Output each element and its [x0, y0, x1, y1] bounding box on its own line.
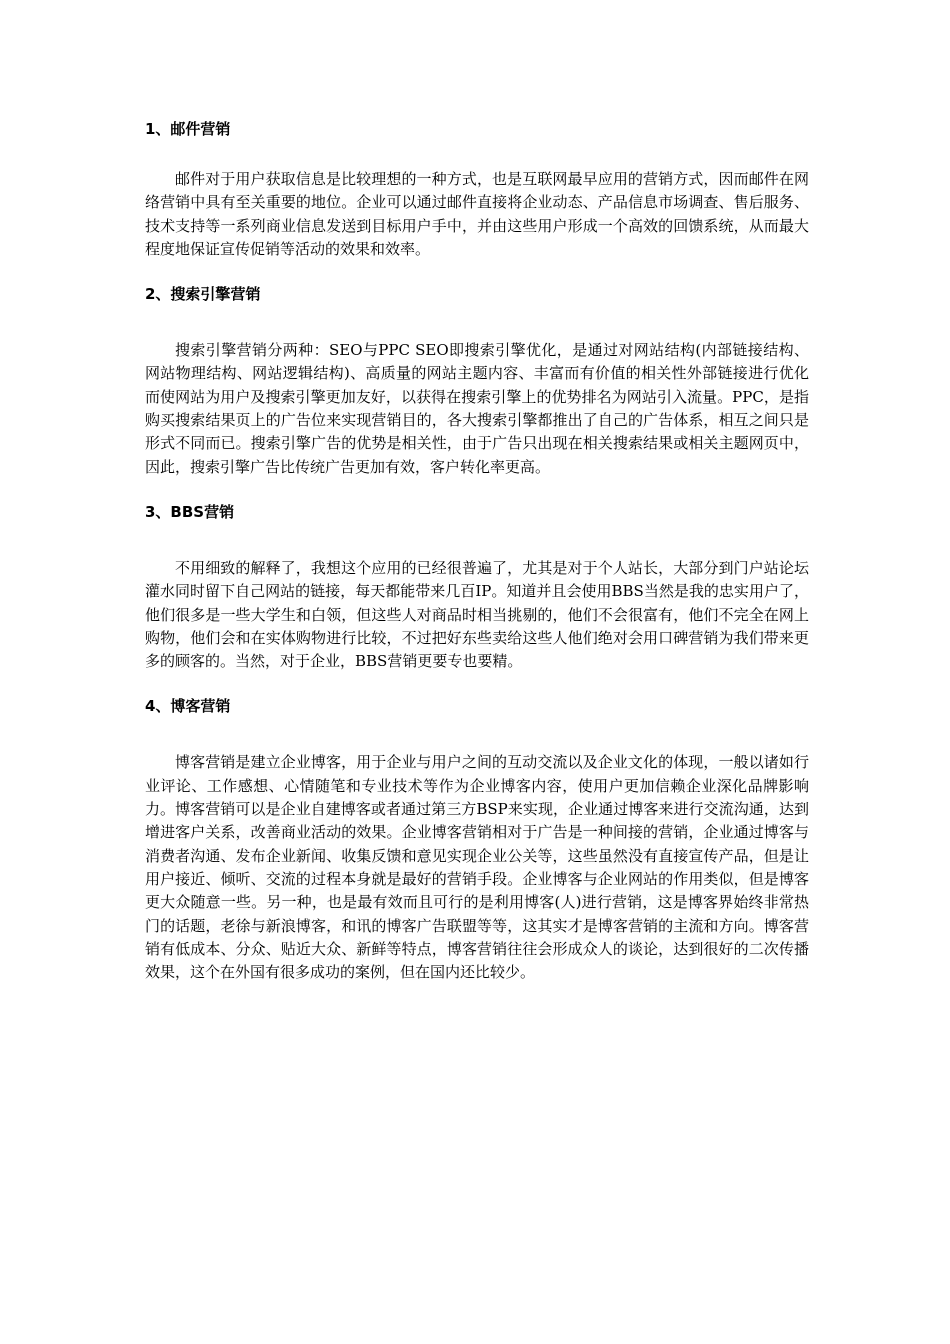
section-bbs-marketing	[145, 501, 809, 673]
section-blog-marketing	[145, 695, 809, 984]
section-heading: 1、邮件营销	[145, 120, 231, 138]
section-email-marketing	[145, 118, 809, 261]
section-heading: 2、搜索引擎营销	[145, 285, 261, 304]
section-heading: 3、BBS营销	[145, 502, 235, 521]
section-paragraph: 搜索引擎营销分两种：SEO与PPC SEO即搜索引擎优化，是通过对网站结构(内部链接结构、网站物理结构、网站逻辑结构)、高质量的网站主题内容、丰富而有价值的相关性外部链接进行优化而使网站为用户及搜索引擎更加友好，以获得在搜索引擎上的优势排名为网站引入流量。PPC，是指购买搜索结果页上的广告位来实现营销目的，各大搜索引擎都推出了自己的广告体系，相互之间只是形式不同而已。搜索引擎广告的优势是相关性，由于广告只出现在相关搜索结果或相关主题网页中，因此，搜索引擎广告比传统广告更加有效，客户转化率更高。	[145, 341, 809, 476]
section-paragraph: 邮件对于用户获取信息是比较理想的一种方式，也是互联网最早应用的营销方式，因而邮件在网络营销中具有至关重要的地位。企业可以通过邮件直接将企业动态、产品信息市场调查、售后服务、技术支持等一系列商业信息发送到目标用户手中，并由这些用户形成一个高效的回馈系统，从而最大程度地保证宣传促销等活动的效果和效率。	[145, 170, 809, 258]
section-search-engine-marketing	[145, 283, 809, 479]
section-paragraph: 博客营销是建立企业博客，用于企业与用户之间的互动交流以及企业文化的体现，一般以诸如行业评论、工作感想、心情随笔和专业技术等作为企业博客内容，使用户更加信赖企业深化品牌影响力。博客营销可以是企业自建博客或者通过第三方BSP来实现，企业通过博客来进行交流沟通，达到增进客户关系，改善商业活动的效果。企业博客营销相对于广告是一种间接的营销，企业通过博客与消费者沟通、发布企业新闻、收集反馈和意见实现企业公关等，这些虽然没有直接宣传产品，但是让用户接近、倾听、交流的过程本身就是最好的营销手段。企业博客与企业网站的作用类似，但是博客更大众随意一些。另一种，也是最有效而且可行的是利用博客(人)进行营销，这是博客界始终非常热门的话题，老徐与新浪博客，和讯的博客广告联盟等等，这其实才是博客营销的主流和方向。博客营销有低成本、分众、贴近大众、新鲜等特点，博客营销往往会形成众人的谈论，达到很好的二次传播效果，这个在外国有很多成功的案例，但在国内还比较少。	[145, 753, 809, 982]
section-paragraph: 不用细致的解释了，我想这个应用的已经很普遍了，尤其是对于个人站长，大部分到门户站论坛灌水同时留下自己网站的链接，每天都能带来几百IP。知道并且会使用BBS当然是我的忠实用户了，他们很多是一些大学生和白领，但这些人对商品时相当挑剔的，他们不会很富有，他们不完全在网上购物，他们会和在实体购物进行比较，不过把好东些卖给这些人他们绝对会用口碑营销为我们带来更多的顾客的。当然，对于企业，BBS营销更要专也要精。	[145, 558, 809, 671]
document-page	[145, 118, 809, 1006]
section-heading: 4、博客营销	[145, 697, 231, 716]
